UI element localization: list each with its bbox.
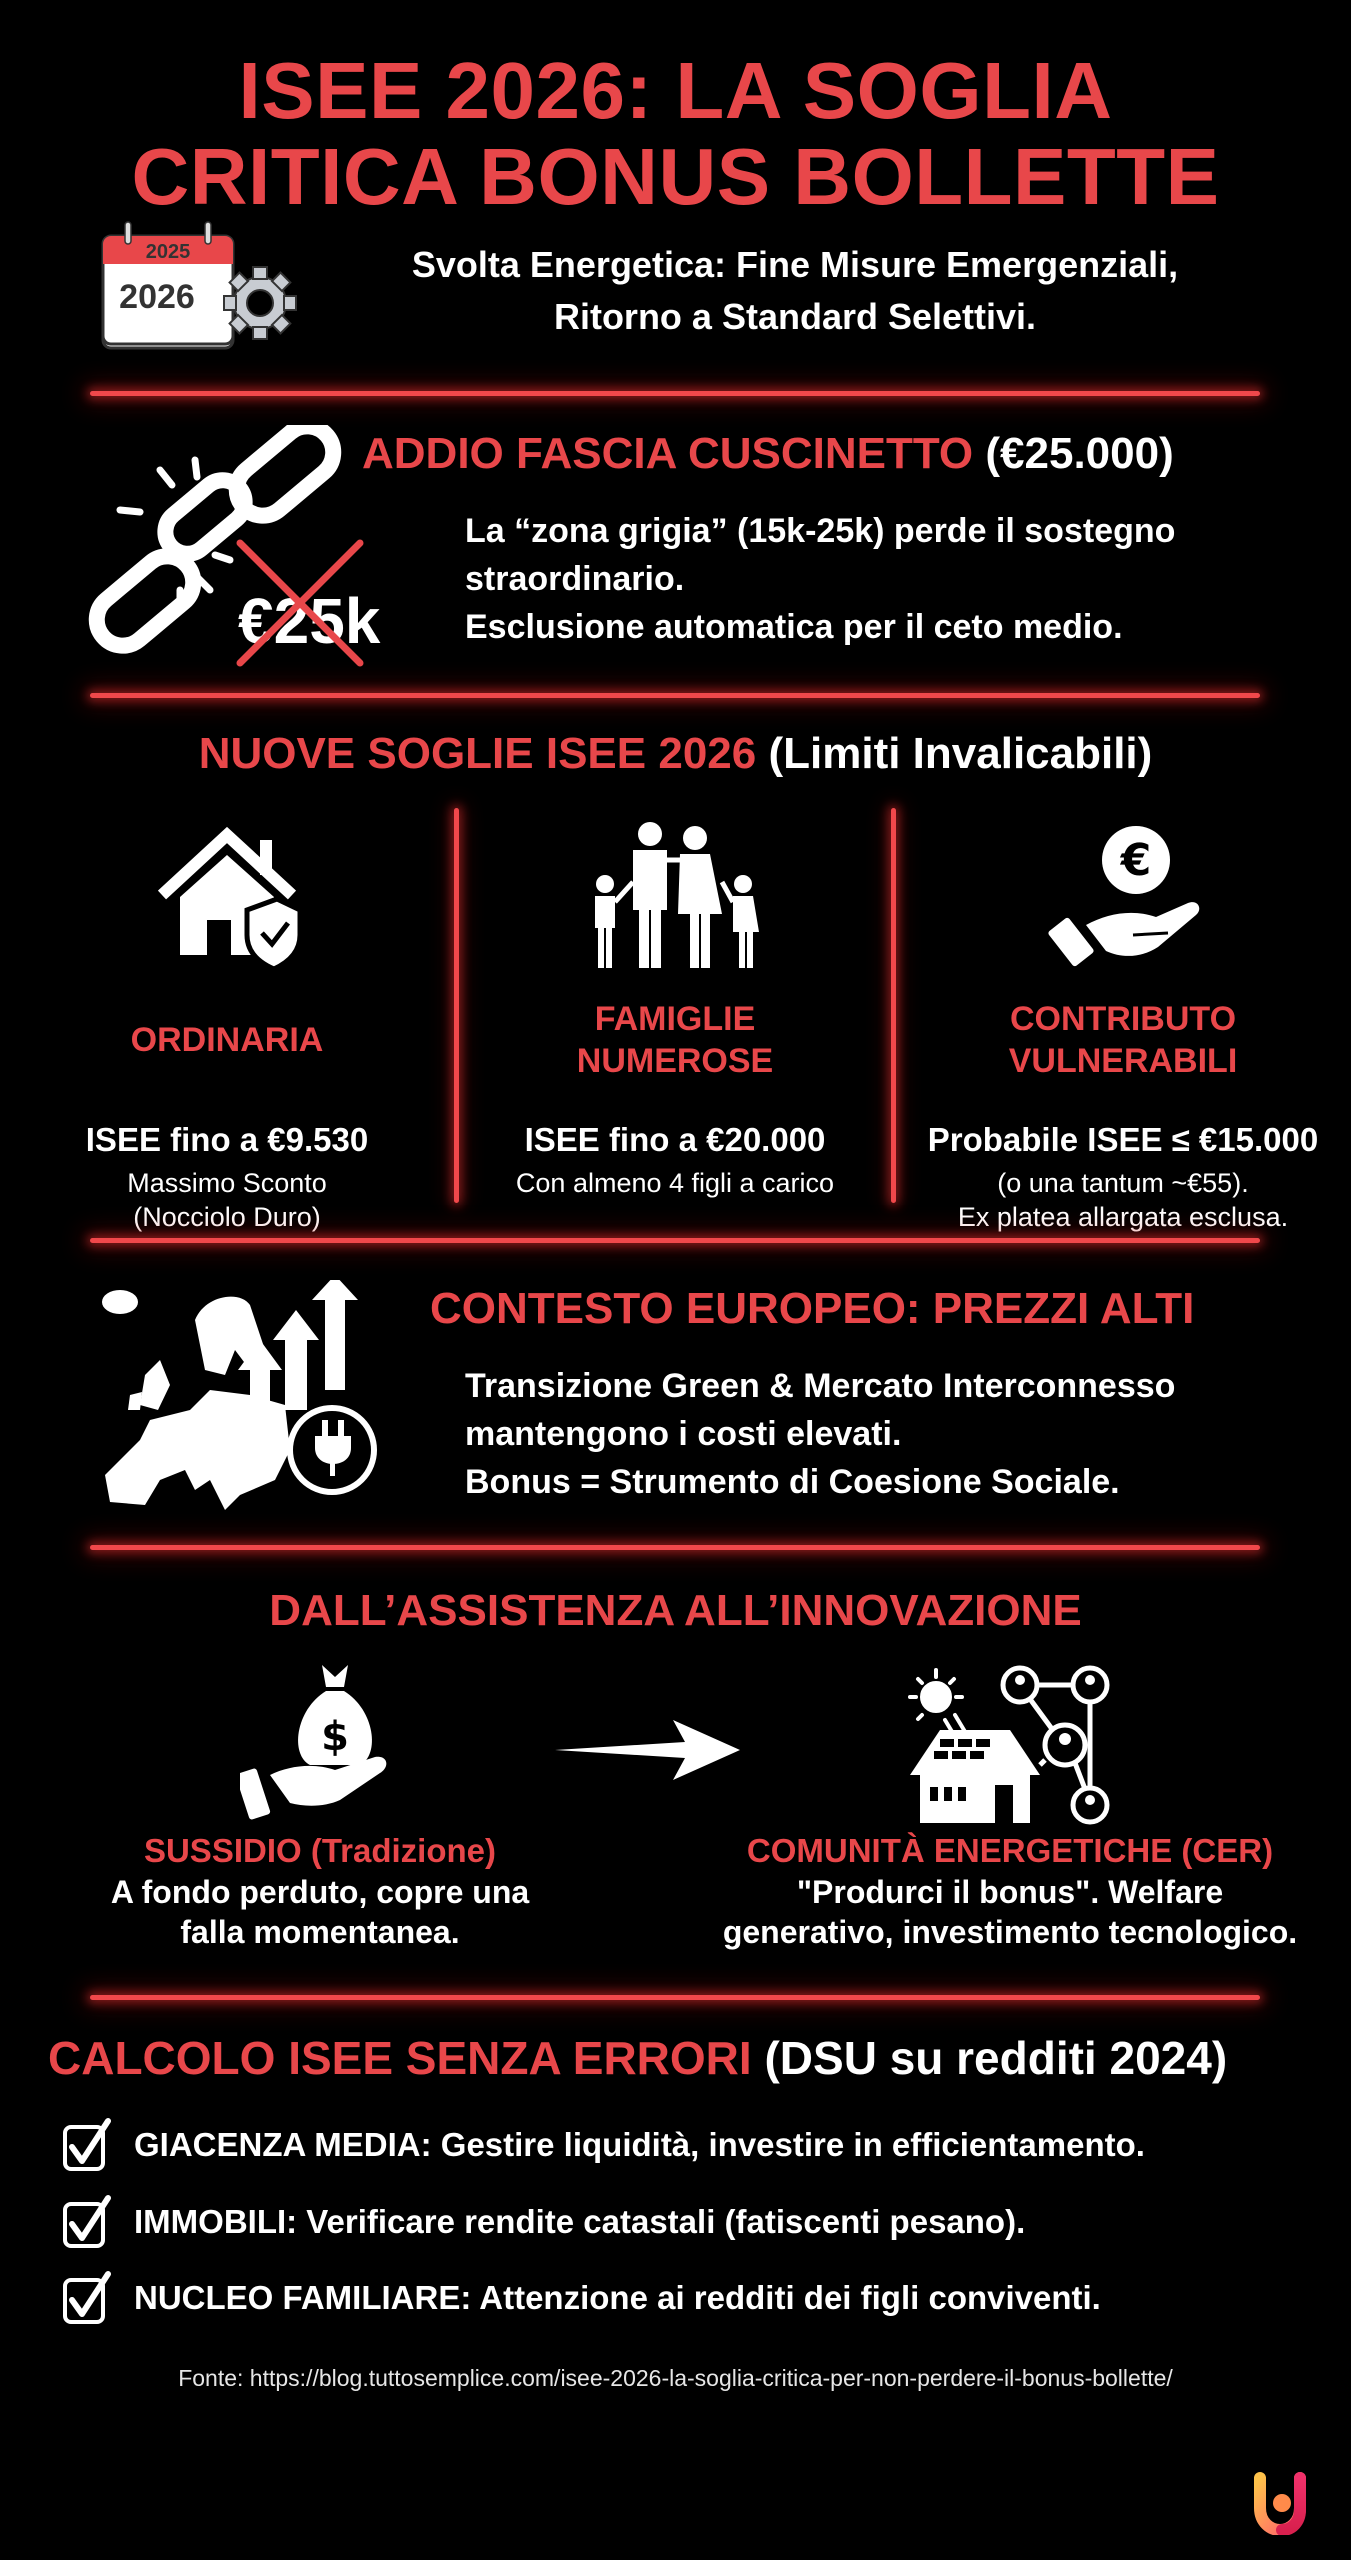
- column-divider: [454, 808, 459, 1203]
- section-divider: [90, 1995, 1260, 2000]
- soglie-heading-sub: (Limiti Invalicabili): [768, 729, 1153, 778]
- addio-text: [465, 507, 1285, 651]
- soglie-heading: [0, 728, 1351, 780]
- threshold-desc: (o una tantum ~€55).: [997, 1168, 1249, 1198]
- family-icon: [460, 810, 890, 970]
- cer-line: generativo, investimento tecnologico.: [722, 1914, 1298, 1950]
- cer-block: [680, 1830, 1340, 1952]
- section-divider: [90, 391, 1260, 396]
- europa-line: Bonus = Strumento di Coesione Sociale.: [465, 1463, 1120, 1501]
- calcolo-heading-sub: (DSU su redditi 2024): [764, 2032, 1228, 2084]
- threshold-label: ORDINARIA: [130, 1021, 324, 1059]
- innovazione-heading: DALL’ASSISTENZA ALL’INNOVAZIONE: [269, 1586, 1082, 1635]
- sussidio-line: A fondo perduto, copre una: [110, 1874, 530, 1910]
- europa-line: mantengono i costi elevati.: [465, 1415, 902, 1453]
- addio-heading: [362, 428, 1174, 480]
- threshold-value: ISEE fino a €20.000: [524, 1121, 826, 1158]
- money-bag-hand-icon: [240, 1665, 400, 1825]
- source-link[interactable]: Fonte: https://blog.tuttosemplice.com/isee-2026-la-soglia-critica-per-non-perdere-il-bonus-bollette/: [178, 2365, 1173, 2391]
- checklist-item: [62, 2270, 1101, 2326]
- checklist-text: Verificare rendite catastali (fatiscenti pesano).: [297, 2203, 1026, 2240]
- checklist-item: [62, 2117, 1145, 2173]
- europa-line: Transizione Green & Mercato Interconnesso: [465, 1367, 1176, 1405]
- svg-text:2026: 2026: [119, 278, 195, 316]
- checkbox-checked-icon: [62, 2270, 112, 2326]
- brand-logo-icon: [1250, 2470, 1310, 2535]
- addio-line: straordinario.: [465, 560, 685, 598]
- section-divider: [90, 693, 1260, 698]
- threshold-value: ISEE fino a €9.530: [85, 1121, 369, 1158]
- threshold-value: Probabile ISEE ≤ €15.000: [927, 1121, 1319, 1158]
- calcolo-heading-red: CALCOLO ISEE SENZA ERRORI: [48, 2032, 752, 2084]
- svg-text:€25k: €25k: [238, 585, 381, 657]
- hand-euro-icon: [908, 810, 1338, 970]
- cer-label: COMUNITÀ ENERGETICHE (CER): [746, 1832, 1274, 1869]
- threshold-desc: Con almeno 4 figli a carico: [515, 1168, 835, 1198]
- threshold-label: FAMIGLIE NUMEROSE: [576, 1000, 774, 1080]
- checklist-text: Attenzione ai redditi dei figli conviventi.: [471, 2279, 1101, 2316]
- subtitle-line1: Svolta Energetica: Fine Misure Emergenziali,: [411, 244, 1179, 285]
- addio-line: Esclusione automatica per il ceto medio.: [465, 608, 1123, 646]
- section-divider: [90, 1238, 1260, 1243]
- threshold-desc: (Nocciolo Duro): [133, 1202, 321, 1232]
- main-title-line2: CRITICA BONUS BOLLETTE: [131, 132, 1220, 221]
- section-divider: [90, 1545, 1260, 1550]
- threshold-card-ordinaria: [12, 810, 442, 1234]
- addio-heading-amount: (€25.000): [985, 429, 1174, 478]
- checkbox-checked-icon: [62, 2194, 112, 2250]
- europe-map-price-up-icon: [100, 1280, 400, 1510]
- cer-line: "Produrci il bonus". Welfare: [796, 1874, 1224, 1910]
- addio-heading-red: ADDIO FASCIA CUSCINETTO: [362, 429, 974, 478]
- soglie-heading-red: NUOVE SOGLIE ISEE 2026: [198, 729, 757, 778]
- threshold-desc: Massimo Sconto: [127, 1168, 327, 1198]
- europa-text: [465, 1362, 1285, 1506]
- svg-text:2025: 2025: [145, 241, 191, 263]
- subtitle-line2: Ritorno a Standard Selettivi.: [553, 296, 1037, 337]
- checkbox-checked-icon: [62, 2117, 112, 2173]
- calcolo-heading: [48, 2032, 1227, 2084]
- main-title-line1: ISEE 2026: LA SOGLIA: [238, 46, 1113, 135]
- sussidio-label: SUSSIDIO (Tradizione): [143, 1832, 497, 1869]
- energy-community-icon: [900, 1665, 1120, 1825]
- sussidio-line: falla momentanea.: [180, 1914, 460, 1950]
- column-divider: [891, 808, 896, 1203]
- threshold-desc: Ex platea allargata esclusa.: [957, 1202, 1289, 1232]
- checklist-key: GIACENZA MEDIA:: [134, 2126, 432, 2163]
- checklist-item: [62, 2194, 1025, 2250]
- sussidio-block: [70, 1830, 570, 1952]
- europa-heading: CONTESTO EUROPEO: PREZZI ALTI: [430, 1284, 1195, 1333]
- svg-text:€: €: [1120, 835, 1152, 886]
- threshold-label: CONTRIBUTO VULNERABILI: [1008, 1000, 1238, 1080]
- threshold-card-famiglie: [460, 810, 890, 1200]
- house-shield-icon: [12, 810, 442, 970]
- calendar-gear-icon: [95, 218, 300, 358]
- checklist-text: Gestire liquidità, investire in efficientamento.: [431, 2126, 1145, 2163]
- svg-text:$: $: [321, 1714, 349, 1760]
- addio-line: La “zona grigia” (15k-25k) perde il sostegno: [465, 512, 1176, 550]
- arrow-right-icon: [555, 1720, 740, 1780]
- checklist-key: IMMOBILI:: [134, 2203, 298, 2240]
- checklist-key: NUCLEO FAMILIARE:: [134, 2279, 472, 2316]
- threshold-card-vulnerabili: [908, 810, 1338, 1234]
